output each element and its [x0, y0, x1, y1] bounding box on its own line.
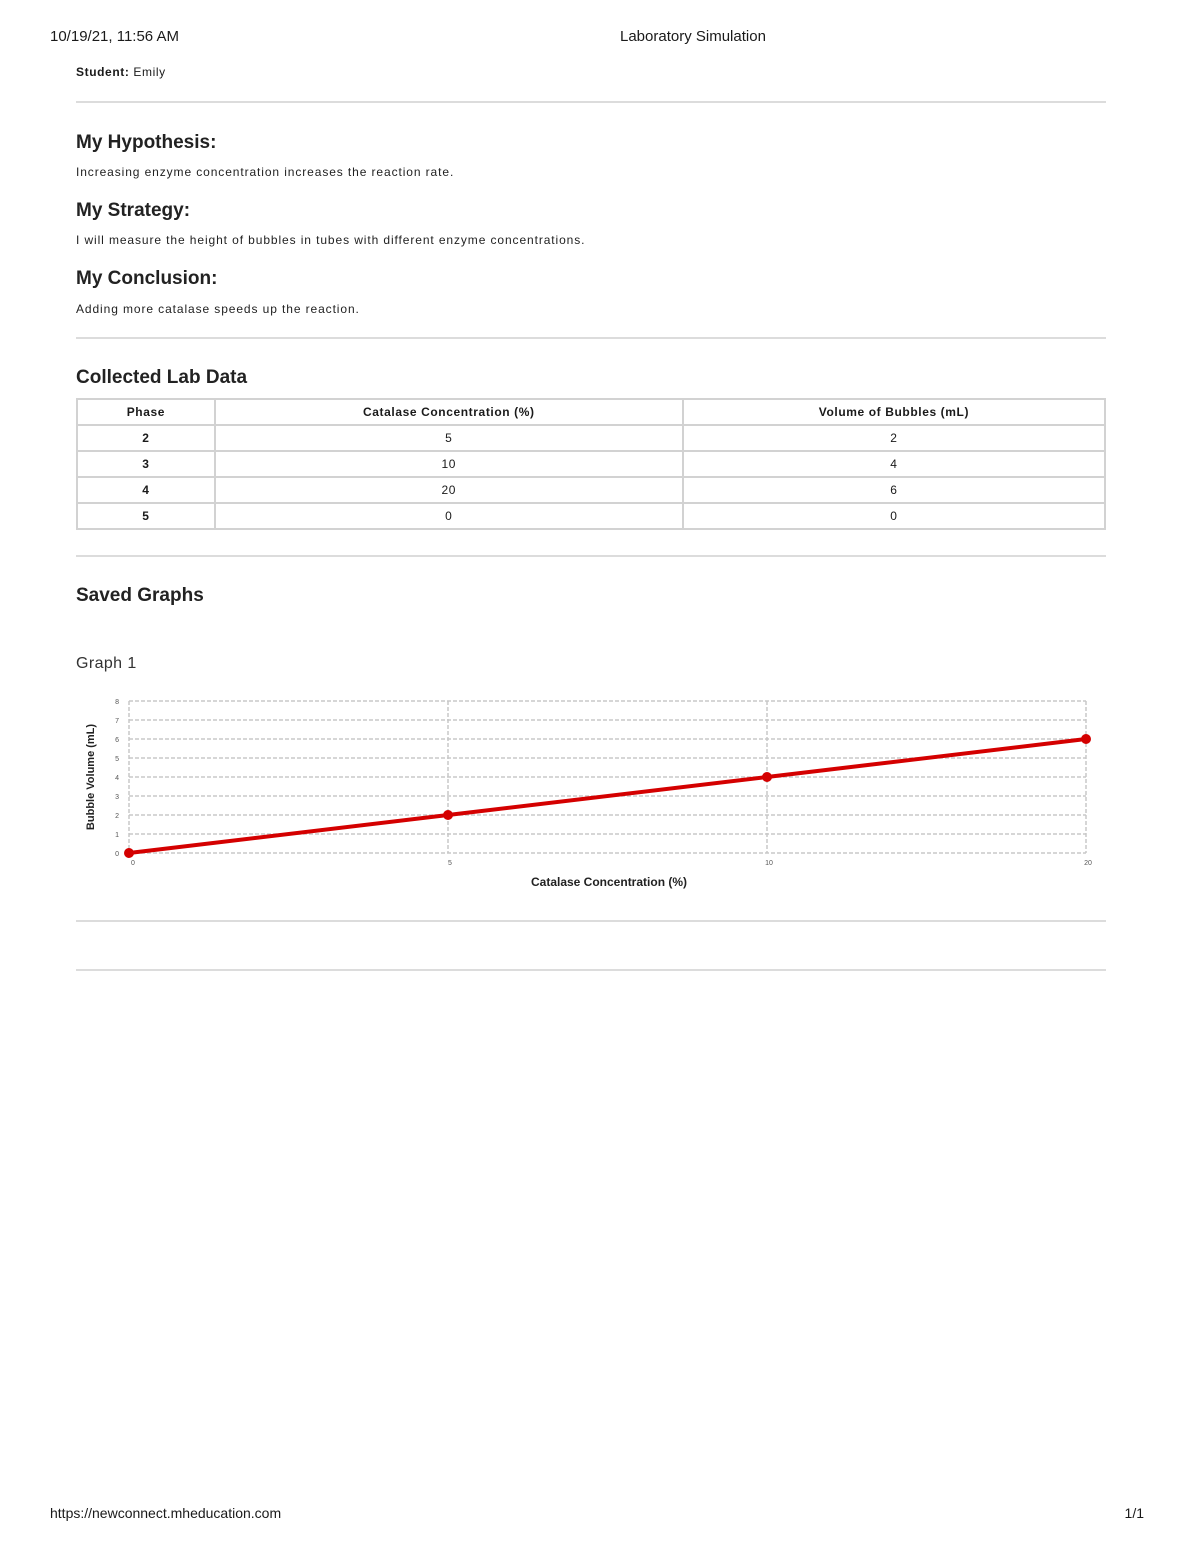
hypothesis-text: Increasing enzyme concentration increases the reaction rate. — [76, 165, 455, 179]
table-cell: 2 — [683, 425, 1105, 451]
y-tick-label: 0 — [115, 851, 119, 858]
data-point — [1081, 734, 1091, 744]
conclusion-text: Adding more catalase speeds up the reaction. — [76, 302, 360, 316]
table-cell: 2 — [77, 425, 215, 451]
table-cell: 3 — [77, 451, 215, 477]
table-cell: 5 — [77, 503, 215, 529]
strategy-text: I will measure the height of bubbles in tubes with different enzyme concentrations. — [76, 233, 586, 247]
table-header-row — [77, 399, 1105, 425]
divider — [76, 969, 1106, 971]
x-tick-label: 20 — [1084, 860, 1092, 867]
saved-graphs-heading: Saved Graphs — [76, 585, 204, 606]
x-tick-label: 10 — [765, 860, 773, 867]
column-header-phase: Phase — [77, 399, 215, 425]
table-cell: 20 — [215, 477, 683, 503]
print-footer — [0, 1505, 1200, 1525]
y-tick-label: 7 — [115, 718, 119, 725]
graph-label: Graph 1 — [76, 655, 137, 672]
y-tick-label: 5 — [115, 756, 119, 763]
table-cell: 4 — [683, 451, 1105, 477]
print-page-number: 1/1 — [1124, 1505, 1144, 1521]
print-header — [0, 28, 1200, 48]
print-title: Laboratory Simulation — [620, 28, 766, 45]
table-cell: 10 — [215, 451, 683, 477]
table-cell: 6 — [683, 477, 1105, 503]
table-cell: 0 — [215, 503, 683, 529]
table-cell: 0 — [683, 503, 1105, 529]
bubble-volume-chart — [76, 685, 1106, 895]
print-url: https://newconnect.mheducation.com — [50, 1505, 282, 1521]
table-row — [77, 477, 1105, 503]
lab-data-table — [76, 398, 1106, 530]
y-tick-label: 2 — [115, 813, 119, 820]
column-header-volume: Volume of Bubbles (mL) — [683, 399, 1105, 425]
data-point — [443, 810, 453, 820]
conclusion-heading: My Conclusion: — [76, 268, 218, 289]
table-row — [77, 425, 1105, 451]
y-tick-label: 4 — [115, 775, 119, 782]
student-line — [76, 65, 166, 79]
x-tick-label: 0 — [131, 860, 135, 867]
x-tick-label: 5 — [448, 860, 452, 867]
y-tick-label: 3 — [115, 794, 119, 801]
y-axis-label: Bubble Volume (mL) — [85, 723, 97, 831]
y-tick-label: 6 — [115, 737, 119, 744]
divider — [76, 920, 1106, 922]
print-date: 10/19/21, 11:56 AM — [50, 28, 179, 45]
student-label: Student: — [76, 65, 130, 79]
data-point — [124, 848, 134, 858]
y-tick-label: 8 — [115, 699, 119, 706]
student-name: Emily — [133, 65, 166, 79]
divider — [76, 337, 1106, 339]
table-cell: 5 — [215, 425, 683, 451]
x-axis-label: Catalase Concentration (%) — [530, 875, 688, 889]
divider — [76, 555, 1106, 557]
column-header-catalase: Catalase Concentration (%) — [215, 399, 683, 425]
strategy-heading: My Strategy: — [76, 200, 191, 221]
lab-data-heading: Collected Lab Data — [76, 367, 248, 388]
chart-ticks — [115, 699, 1092, 867]
hypothesis-heading: My Hypothesis: — [76, 132, 217, 153]
y-tick-label: 1 — [115, 832, 119, 839]
divider — [76, 101, 1106, 103]
table-cell: 4 — [77, 477, 215, 503]
table-row — [77, 451, 1105, 477]
chart-grid — [129, 701, 1086, 853]
table-row — [77, 503, 1105, 529]
data-point — [762, 772, 772, 782]
